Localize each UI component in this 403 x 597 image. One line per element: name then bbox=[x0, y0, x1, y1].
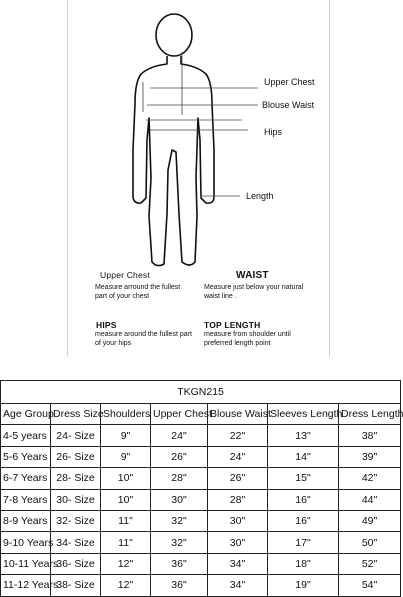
table-cell: 34" bbox=[208, 575, 268, 596]
section-hips-title: HIPS bbox=[96, 320, 117, 330]
table-cell: 9" bbox=[101, 425, 151, 446]
table-cell: 49" bbox=[339, 510, 401, 531]
table-cell: 12" bbox=[101, 575, 151, 596]
table-cell: 14" bbox=[268, 446, 339, 467]
table-cell: 24" bbox=[151, 425, 208, 446]
table-cell: 28- Size bbox=[51, 468, 101, 489]
table-cell: 32- Size bbox=[51, 510, 101, 531]
table-cell: 8-9 Years bbox=[1, 510, 51, 531]
table-cell: 11" bbox=[101, 510, 151, 531]
table-cell: 32" bbox=[151, 510, 208, 531]
table-cell: 10" bbox=[101, 489, 151, 510]
section-upper-chest-desc: Measure arround the fullest part of your chest bbox=[95, 284, 181, 300]
table-cell: 9" bbox=[101, 446, 151, 467]
table-cell: 26" bbox=[151, 446, 208, 467]
callout-length: Length bbox=[246, 191, 274, 201]
table-cell: 11" bbox=[101, 532, 151, 553]
callout-hips: Hips bbox=[264, 127, 283, 137]
table-cell: 54" bbox=[339, 575, 401, 596]
section-waist-title: WAIST bbox=[236, 270, 269, 281]
table-cell: 15" bbox=[268, 468, 339, 489]
table-cell: 42" bbox=[339, 468, 401, 489]
table-cell: 38- Size bbox=[51, 575, 101, 596]
section-top-length-desc: measure from shoulder until preferred length point bbox=[204, 331, 291, 347]
table-cell: 39" bbox=[339, 446, 401, 467]
table-cell: 34" bbox=[208, 553, 268, 574]
body-outline-icon bbox=[133, 14, 214, 266]
section-waist-desc: Measure just below your natural waist line . bbox=[204, 284, 304, 300]
table-cell: 28" bbox=[208, 489, 268, 510]
header-blouse-waist: Blouse Waist bbox=[208, 404, 268, 425]
table-cell: 30" bbox=[208, 510, 268, 531]
table-row bbox=[1, 489, 401, 510]
table-row bbox=[1, 510, 401, 531]
table-cell: 36- Size bbox=[51, 553, 101, 574]
table-cell: 11-12 Years bbox=[1, 575, 51, 596]
header-shoulders: Shoulders bbox=[101, 404, 151, 425]
product-code: TKGN215 bbox=[1, 381, 401, 404]
table-cell: 30- Size bbox=[51, 489, 101, 510]
table-cell: 36" bbox=[151, 575, 208, 596]
callout-blouse-waist: Blouse Waist bbox=[262, 100, 315, 110]
table-cell: 34- Size bbox=[51, 532, 101, 553]
table-cell: 24" bbox=[208, 446, 268, 467]
table-cell: 50" bbox=[339, 532, 401, 553]
table-cell: 16" bbox=[268, 510, 339, 531]
table-cell: 24- Size bbox=[51, 425, 101, 446]
table-cell: 52" bbox=[339, 553, 401, 574]
header-age-group: Age Group bbox=[1, 404, 51, 425]
table-cell: 7-8 Years bbox=[1, 489, 51, 510]
table-row bbox=[1, 532, 401, 553]
table-cell: 13" bbox=[268, 425, 339, 446]
header-upper-chest: Upper Chest bbox=[151, 404, 208, 425]
header-dress-length: Dress Length bbox=[339, 404, 401, 425]
table-row bbox=[1, 553, 401, 574]
table-cell: 10-11 Years bbox=[1, 553, 51, 574]
table-cell: 26- Size bbox=[51, 446, 101, 467]
table-cell: 32" bbox=[151, 532, 208, 553]
table-cell: 9-10 Years bbox=[1, 532, 51, 553]
table-cell: 18" bbox=[268, 553, 339, 574]
section-hips-desc: measure around the fullest part of your hips bbox=[95, 331, 192, 347]
body-silhouette-diagram bbox=[0, 0, 400, 280]
table-cell: 26" bbox=[208, 468, 268, 489]
header-sleeves-length: Sleeves Length bbox=[268, 404, 339, 425]
table-cell: 44" bbox=[339, 489, 401, 510]
section-top-length-title: TOP LENGTH bbox=[204, 320, 261, 330]
table-row bbox=[1, 468, 401, 489]
table-row bbox=[1, 425, 401, 446]
table-cell: 5-6 Years bbox=[1, 446, 51, 467]
section-upper-chest-title: Upper Chest bbox=[100, 270, 150, 280]
callout-upper-chest: Upper Chest bbox=[264, 77, 315, 87]
table-cell: 10" bbox=[101, 468, 151, 489]
table-cell: 38" bbox=[339, 425, 401, 446]
table-cell: 17" bbox=[268, 532, 339, 553]
table-cell: 36" bbox=[151, 553, 208, 574]
table-cell: 4-5 years bbox=[1, 425, 51, 446]
size-chart-table bbox=[0, 380, 401, 597]
header-dress-size: Dress Size bbox=[51, 404, 101, 425]
table-cell: 6-7 Years bbox=[1, 468, 51, 489]
table-cell: 12" bbox=[101, 553, 151, 574]
table-cell: 30" bbox=[151, 489, 208, 510]
table-cell: 30" bbox=[208, 532, 268, 553]
table-row bbox=[1, 575, 401, 596]
table-row bbox=[1, 446, 401, 467]
table-cell: 22" bbox=[208, 425, 268, 446]
table-cell: 16" bbox=[268, 489, 339, 510]
table-header-row bbox=[1, 404, 401, 425]
table-cell: 19" bbox=[268, 575, 339, 596]
table-cell: 28" bbox=[151, 468, 208, 489]
